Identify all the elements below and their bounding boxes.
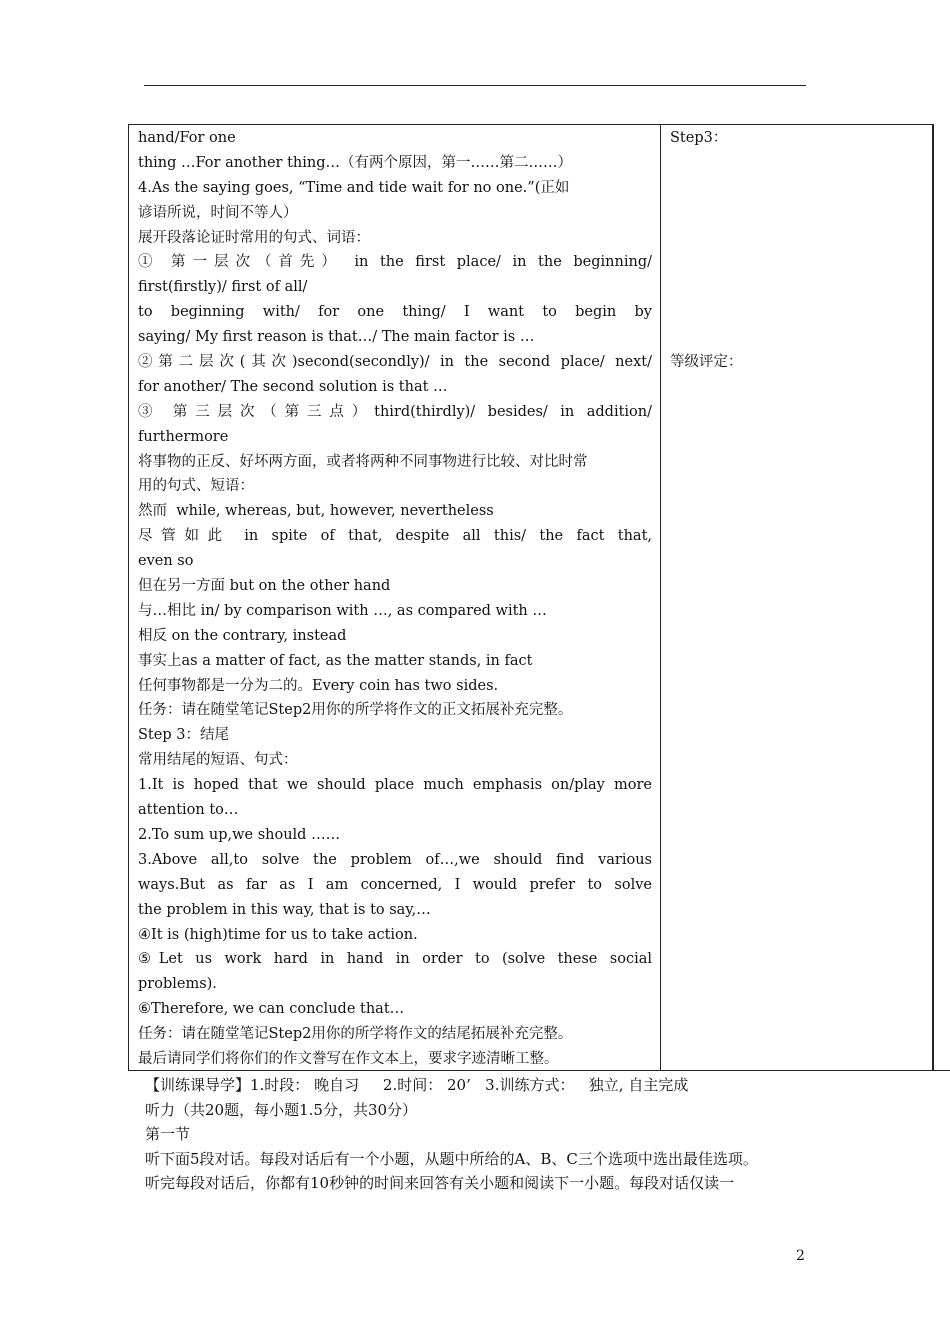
instruction-line: 听下面5段对话。每段对话后有一个小题，从题中所给的A、B、C三个选项中选出最佳选项。: [145, 1149, 758, 1168]
table-right-edge: [932, 124, 950, 1070]
content-line: 任务：请在随堂笔记Step2用你的所学将作文的结尾拓展补充完整。: [138, 1026, 573, 1043]
content-line: 2.To sum up,we should ……: [138, 826, 341, 843]
content-line: 任务：请在随堂笔记Step2用你的所学将作文的正文拓展补充完整。: [138, 702, 573, 719]
content-line: thing …For another thing…（有两个原因，第一……第二……）: [138, 154, 572, 171]
content-line: for another/ The second solution is that …: [138, 378, 448, 395]
training-guide-section: [145, 1073, 815, 1196]
header-rule: [144, 85, 806, 86]
content-line: 将事物的正反、好坏两方面，或者将两种不同事物进行比较、对比时常: [138, 453, 588, 470]
content-line: even so: [138, 553, 194, 570]
content-line: furthermore: [138, 428, 229, 445]
content-line: 常用结尾的短语、句式：: [138, 752, 298, 769]
content-line: 事实上as a matter of fact, as the matter stands, in fact: [138, 652, 533, 669]
content-line: 然而 while, whereas, but, however, nevertheless: [138, 503, 494, 520]
content-line: ① 第一层次（首先） in the first place/ in the beginning/: [138, 254, 652, 271]
instruction-line: 听完每段对话后，你都有10秒钟的时间来回答有关小题和阅读下一小题。每段对话仅读一: [145, 1174, 735, 1192]
content-line: first(firstly)/ first of all/: [138, 279, 308, 296]
assessment-column: [670, 126, 925, 375]
column-divider: [660, 124, 661, 1070]
grading-label: 等级评定：: [670, 354, 743, 371]
content-line: 1.It is hoped that we should place much emphasis on/play more: [138, 777, 652, 794]
content-line: 但在另一方面 but on the other hand: [138, 578, 391, 595]
instruction-line: 第一节: [145, 1125, 191, 1143]
content-line: hand/For one: [138, 130, 236, 146]
content-line: ⑥Therefore, we can conclude that…: [138, 1001, 405, 1018]
content-line: attention to…: [138, 802, 239, 819]
page-number: 2: [796, 1248, 805, 1264]
content-line: 任何事物都是一分为二的。Every coin has two sides.: [138, 677, 499, 694]
content-line: ③ 第三层次（第三点）third(thirdly)/ besides/ in addition/: [138, 403, 652, 420]
content-line: 相反 on the contrary, instead: [138, 627, 347, 644]
content-line: 最后请同学们将你们的作文誊写在作文本上，要求字迹清晰工整。: [138, 1050, 559, 1067]
content-line: to beginning with/ for one thing/ I want to begin by: [138, 304, 652, 321]
content-line: Step 3：结尾: [138, 727, 229, 744]
content-line: ②第二层次(其次)second(secondly)/ in the second place/ next/: [138, 354, 652, 371]
content-line: ways.But as far as I am concerned, I would prefer to solve: [138, 876, 652, 893]
content-line: saying/ My first reason is that…/ The main factor is …: [138, 329, 535, 346]
content-line: the problem in this way, that is to say,…: [138, 901, 431, 918]
content-line: 尽管如此 in spite of that, despite all this/ the fact that,: [138, 528, 652, 545]
instruction-line: 听力（共20题，每小题1.5分，共30分）: [145, 1100, 418, 1119]
content-line: ④It is (high)time for us to take action.: [138, 926, 418, 943]
content-line: 展开段落论证时常用的句式、词语：: [138, 229, 370, 246]
lesson-content-column: [138, 126, 652, 1072]
step3-label: Step3：: [670, 130, 728, 146]
content-line: 4.As the saying goes, “Time and tide wait for no one.”(正如: [138, 179, 570, 196]
content-line: 与…相比 in/ by comparison with …, as compared with …: [138, 602, 547, 619]
content-line: 用的句式、短语：: [138, 478, 254, 495]
content-line: 3.Above all,to solve the problem of…,we should find various: [138, 851, 652, 868]
content-line: ⑤Let us work hard in hand in order to (solve these social: [138, 951, 652, 968]
content-line: 谚语所说，时间不等人）: [138, 204, 298, 221]
content-line: problems).: [138, 976, 217, 993]
training-guide-header: 【训练课导学】1.时段： 晚自习 2.时间： 20’ 3.训练方式： 独立, 自主完成: [145, 1076, 689, 1094]
